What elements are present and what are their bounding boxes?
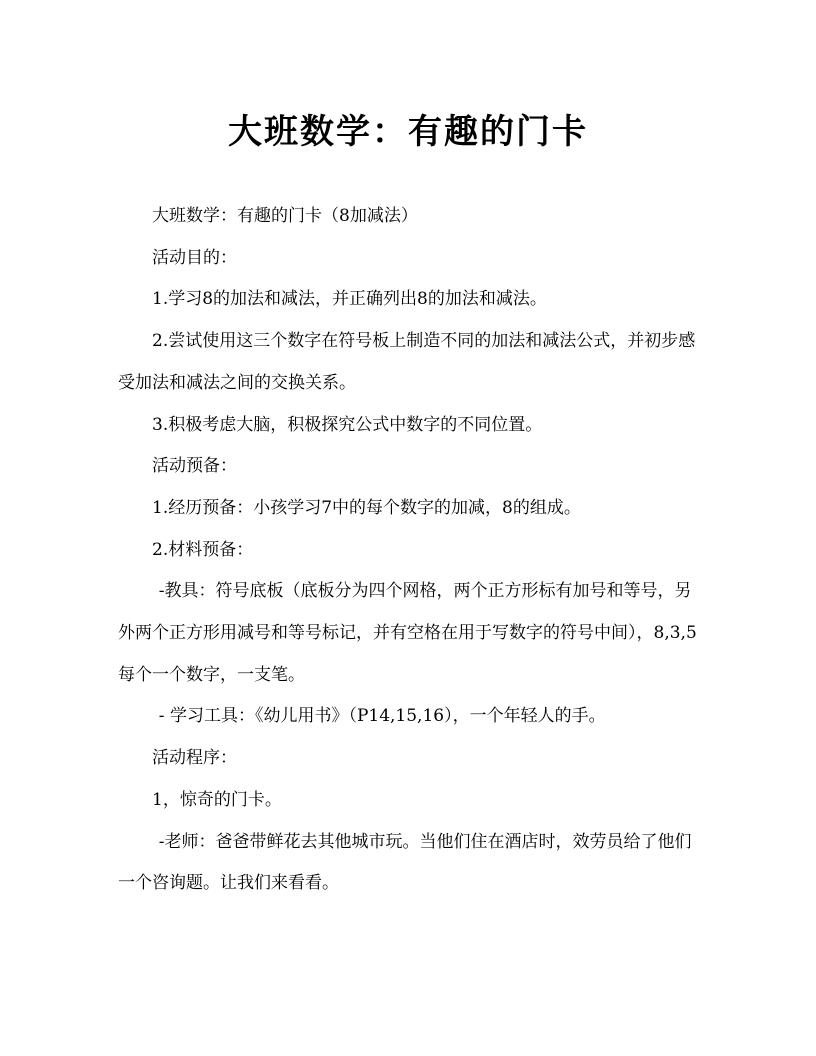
paragraph-objective-3: 3.积极考虑大脑，积极探究公式中数字的不同位置。 — [152, 414, 543, 435]
page-title: 大班数学：有趣的门卡 — [228, 112, 588, 152]
paragraph-procedure-1: 1，惊奇的门卡。 — [152, 789, 282, 810]
paragraph-preparation-2: 2.材料预备： — [152, 539, 254, 560]
paragraph-preparation-heading: 活动预备： — [152, 456, 237, 477]
paragraph-objective-2: 2.尝试使用这三个数字在符号板上制造不同的加法和减法公式，并初步感受加法和减法之间的交换关系。 — [118, 331, 696, 393]
paragraph-teaching-aids: -教具：符号底板（底板分为四个网格，两个正方形标有加号和等号，另外两个正方形用减号和等号标记，并有空格在用于写数字的符号中间），8,3,5每个一个数字，一支笔。 — [118, 581, 697, 685]
paragraph-procedure-heading: 活动程序： — [152, 748, 237, 769]
paragraph-objective-1: 1.学习8的加法和减法，并正确列出8的加法和减法。 — [152, 289, 547, 310]
paragraph-preparation-1: 1.经历预备：小孩学习7中的每个数字的加减，8的组成。 — [152, 497, 581, 518]
paragraph-objectives-heading: 活动目的： — [152, 247, 237, 268]
paragraph-learning-tools: - 学习工具：《幼儿用书》（P14,15,16），一个年轻人的手。 — [158, 706, 606, 727]
document-body — [118, 196, 702, 905]
paragraph-teacher-intro: -老师：爸爸带鲜花去其他城市玩。当他们住在酒店时，效劳员给了他们一个咨询题。让我们来看看。 — [118, 831, 692, 894]
paragraph-subtitle: 大班数学：有趣的门卡（8加减法） — [152, 206, 418, 226]
